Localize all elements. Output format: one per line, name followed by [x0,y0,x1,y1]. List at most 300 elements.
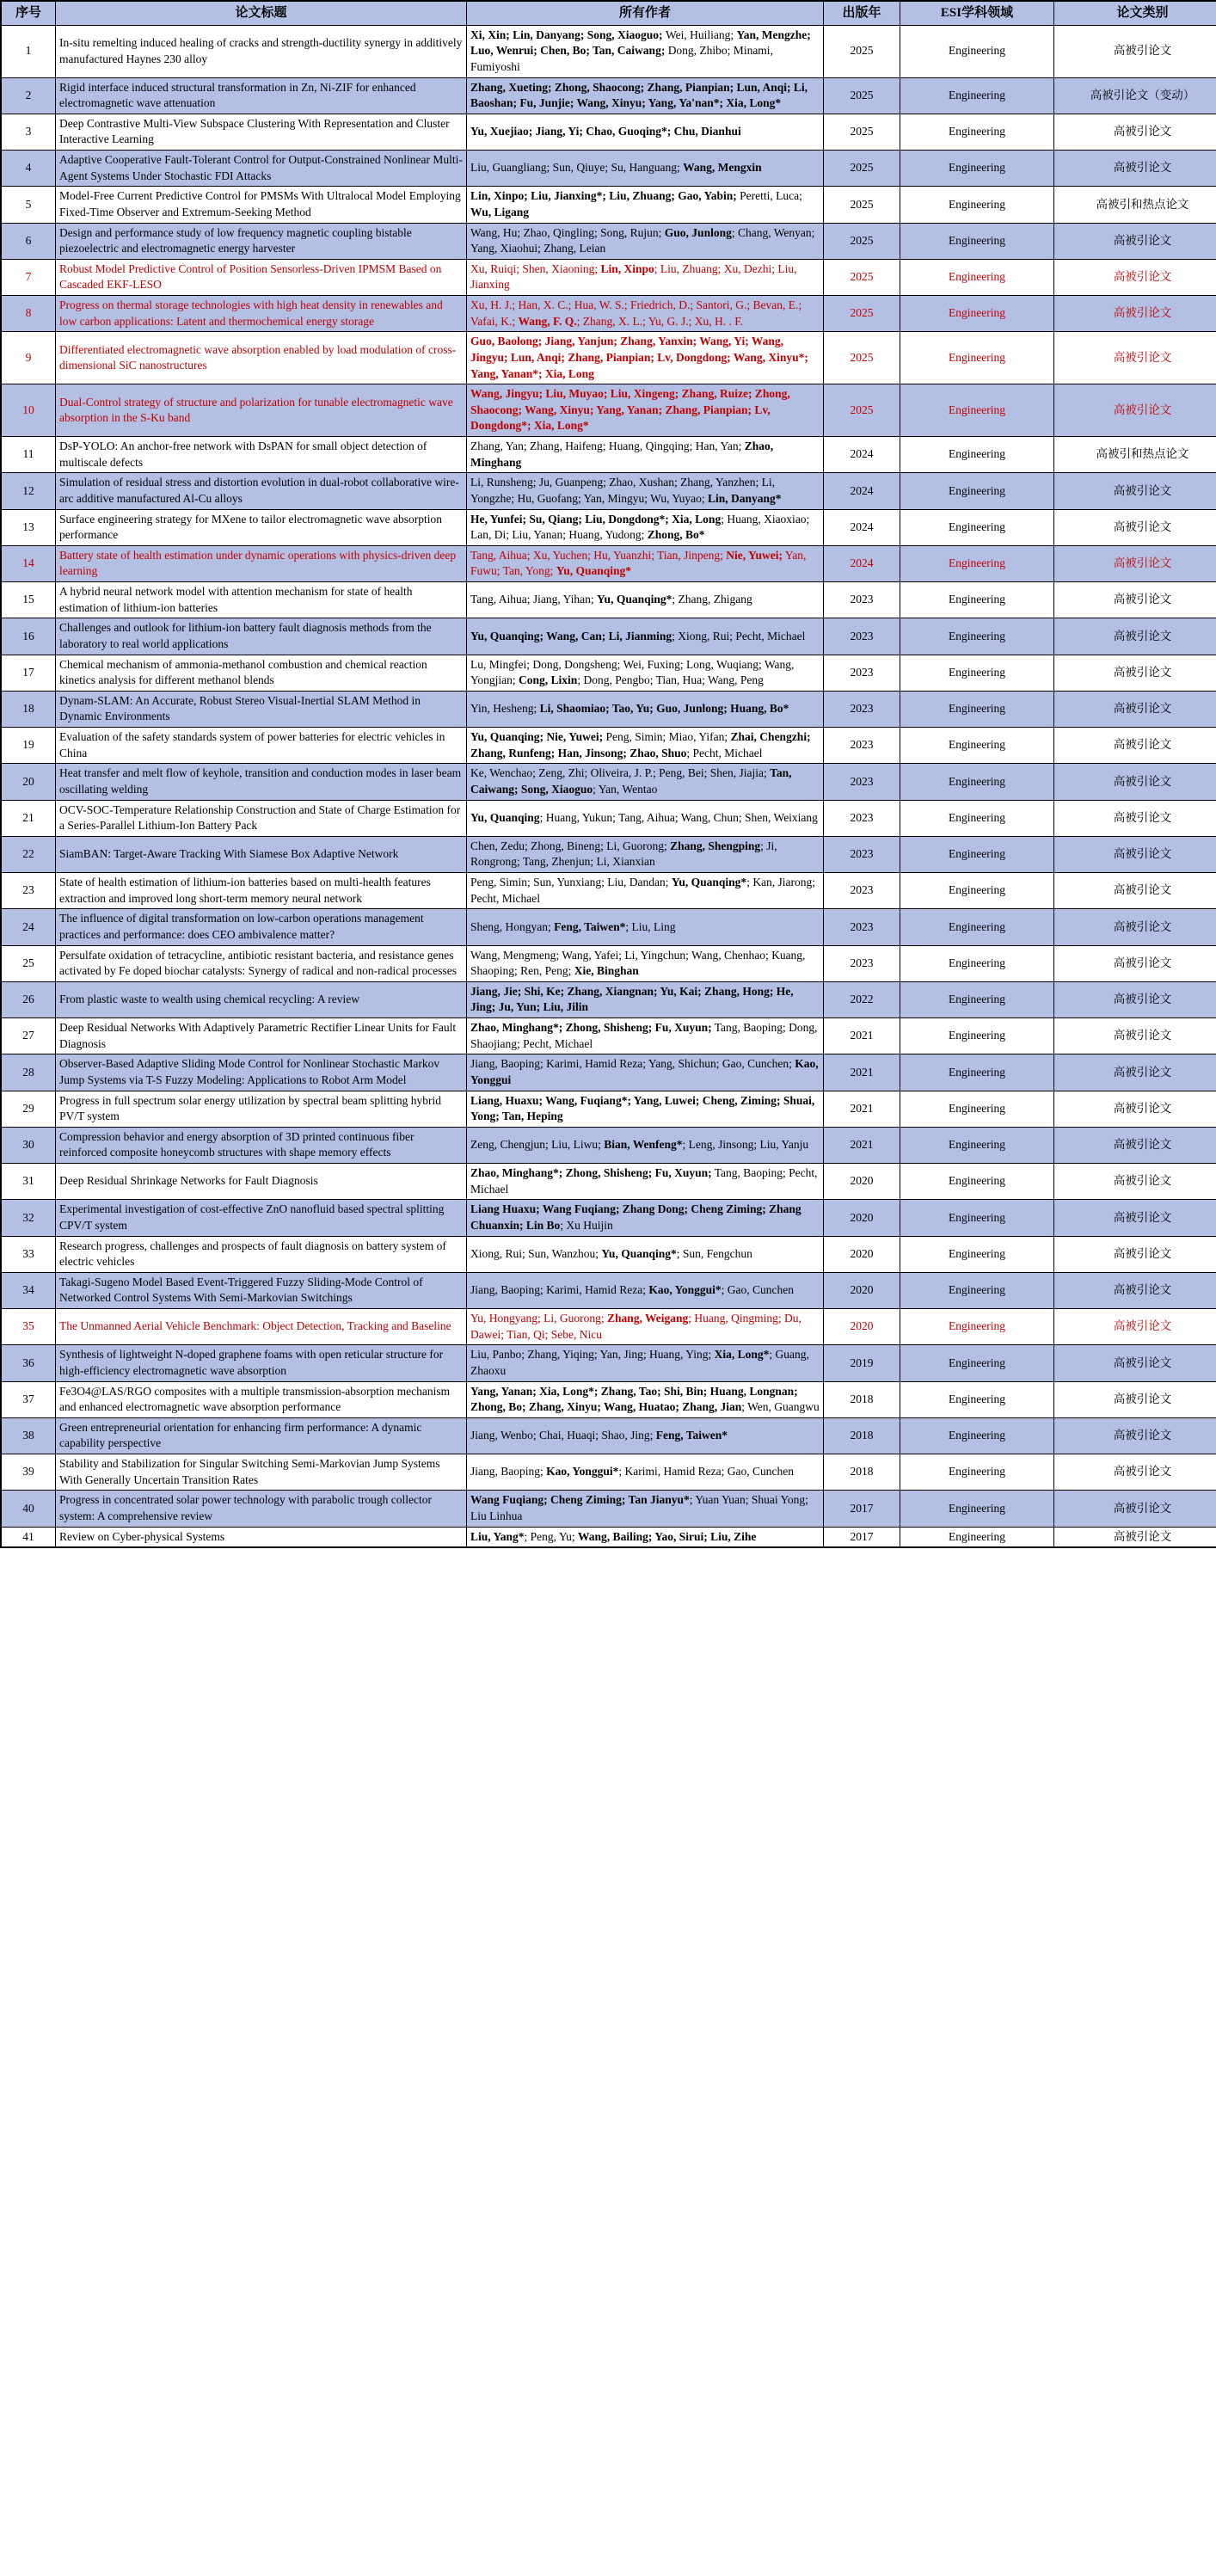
cell-paper-title: Fe3O4@LAS/RGO composites with a multiple transmission-absorption mechanism and enhanced electromagnetic wave absorption performance [56,1381,467,1417]
table-row [1,384,1216,437]
cell-paper-category: 高被引论文 [1054,764,1216,800]
cell-publication-year: 2021 [824,1091,900,1127]
cell-paper-title: Observer-Based Adaptive Sliding Mode Control for Nonlinear Stochastic Markov Jump Systems via T-S Fuzzy Modeling: Applications to Robot Arm Model [56,1054,467,1091]
cell-esi-field: Engineering [900,728,1054,764]
author-segment: Feng, Taiwen* [554,919,626,933]
cell-paper-category: 高被引论文 [1054,1018,1216,1054]
cell-serial-number: 12 [1,473,56,509]
table-row [1,728,1216,764]
table-row [1,764,1216,800]
cell-esi-field: Engineering [900,1381,1054,1417]
cell-serial-number: 21 [1,800,56,836]
cell-esi-field: Engineering [900,1091,1054,1127]
cell-esi-field: Engineering [900,114,1054,150]
author-segment: Xia, Long* [714,1348,770,1362]
cell-serial-number: 11 [1,437,56,473]
author-segment: Zhong, Bo* [647,528,705,542]
cell-paper-title: SiamBAN: Target-Aware Tracking With Siamese Box Adaptive Network [56,836,467,872]
cell-paper-category: 高被引论文 [1054,151,1216,187]
cell-authors [467,582,824,618]
cell-paper-title: Review on Cyber-physical Systems [56,1527,467,1547]
cell-authors [467,981,824,1017]
cell-serial-number: 34 [1,1272,56,1308]
cell-esi-field: Engineering [900,151,1054,187]
cell-paper-category: 高被引论文 [1054,1527,1216,1547]
cell-serial-number: 30 [1,1127,56,1163]
author-segment: Tang, Aihua; Jiang, Yihan; [470,593,598,606]
author-segment: Wang, Hu; Zhao, Qingling; Song, Rujun; [470,225,665,239]
table-row [1,1091,1216,1127]
author-segment: ; Liu, Ling [625,919,676,933]
cell-paper-title: Heat transfer and melt flow of keyhole, transition and conduction modes in laser beam oscillating welding [56,764,467,800]
table-row [1,1054,1216,1091]
cell-authors [467,25,824,77]
cell-publication-year: 2017 [824,1491,900,1527]
cell-paper-title: State of health estimation of lithium-ion batteries based on multi-health features extraction and improved long short-term memory neural network [56,873,467,909]
header-row [1,1,1216,25]
table-row [1,1164,1216,1200]
cell-authors [467,1091,824,1127]
table-row [1,1236,1216,1272]
table-row [1,545,1216,581]
author-segment: ; Peng, Yu; [524,1529,579,1543]
cell-authors [467,1527,824,1547]
cell-authors [467,1164,824,1200]
cell-esi-field: Engineering [900,1127,1054,1163]
cell-esi-field: Engineering [900,1236,1054,1272]
cell-esi-field: Engineering [900,25,1054,77]
cell-paper-category: 高被引论文 [1054,1309,1216,1345]
cell-esi-field: Engineering [900,1200,1054,1236]
cell-serial-number: 13 [1,509,56,545]
cell-paper-title: Progress in full spectrum solar energy utilization by spectral beam splitting hybrid PV/T system [56,1091,467,1127]
cell-paper-title: OCV-SOC-Temperature Relationship Construction and State of Charge Estimation for a Series-Parallel Lithium-Ion Battery Pack [56,800,467,836]
author-segment: Cong, Lixin [519,673,578,687]
cell-paper-title: Dual-Control strategy of structure and polarization for tunable electromagnetic wave absorption in the S-Ku band [56,384,467,437]
author-segment: Wu, Ligang [470,205,530,218]
cell-esi-field: Engineering [900,1345,1054,1381]
cell-authors [467,655,824,691]
table-row [1,981,1216,1017]
author-segment: ; Karimi, Hamid Reza; Gao, Cunchen [618,1465,794,1479]
author-segment: ; Ji, Rongrong; Tang, Zhenjun; Li, Xianxian [470,839,777,869]
cell-publication-year: 2023 [824,945,900,981]
author-segment: ; Leng, Jinsong; Liu, Yanju [682,1138,809,1152]
cell-authors [467,384,824,437]
cell-publication-year: 2023 [824,909,900,945]
cell-authors [467,1272,824,1308]
author-segment: Xiong, Rui; Sun, Wanzhou; [470,1246,602,1260]
cell-authors [467,1018,824,1054]
cell-serial-number: 14 [1,545,56,581]
cell-serial-number: 35 [1,1309,56,1345]
table-row [1,332,1216,384]
cell-serial-number: 25 [1,945,56,981]
cell-esi-field: Engineering [900,332,1054,384]
cell-paper-category: 高被引论文 [1054,728,1216,764]
cell-serial-number: 4 [1,151,56,187]
cell-publication-year: 2018 [824,1417,900,1454]
cell-serial-number: 41 [1,1527,56,1547]
cell-authors [467,728,824,764]
author-segment: Li, Runsheng; Ju, Guanpeng; Zhao, Xushan; Zhang, Yanzhen; Li, Yongzhe; Hu, Guofang; Yan, Mingyu; Wu, Yuyao; [470,476,775,505]
author-segment: ; Sun, Fengchun [676,1246,752,1260]
cell-publication-year: 2021 [824,1054,900,1091]
table-row [1,945,1216,981]
cell-paper-category: 高被引论文 [1054,223,1216,259]
cell-serial-number: 38 [1,1417,56,1454]
cell-publication-year: 2024 [824,509,900,545]
author-segment: Yu, Quanqing [470,810,540,824]
table-row [1,582,1216,618]
cell-paper-category: 高被引论文 [1054,332,1216,384]
cell-paper-title: Takagi-Sugeno Model Based Event-Triggered Fuzzy Sliding-Mode Control of Networked Control Systems With Semi-Markovian Switchings [56,1272,467,1308]
cell-publication-year: 2024 [824,545,900,581]
cell-esi-field: Engineering [900,800,1054,836]
cell-publication-year: 2020 [824,1309,900,1345]
cell-authors [467,1454,824,1491]
cell-paper-title: Evaluation of the safety standards system of power batteries for electric vehicles in China [56,728,467,764]
cell-authors [467,151,824,187]
author-segment: Xi, Xin; Lin, Danyang; Song, Xiaoguo; [470,28,666,41]
cell-publication-year: 2025 [824,77,900,114]
cell-authors [467,945,824,981]
table-row [1,1309,1216,1345]
author-segment: Guo, Baolong; Jiang, Yanjun; Zhang, Yanxin; Wang, Yi; Wang, Jingyu; Lun, Anqi; Zhang, Pianpian; Lv, Dongdong; Wang, Xinyu*; Yang, Yanan*; Xia, Long [470,335,808,380]
cell-publication-year: 2023 [824,836,900,872]
cell-publication-year: 2025 [824,223,900,259]
table-row [1,800,1216,836]
cell-paper-category: 高被引论文 [1054,873,1216,909]
cell-esi-field: Engineering [900,1272,1054,1308]
author-segment: Yu, Quanqing* [556,564,632,578]
cell-paper-category: 高被引论文 [1054,1272,1216,1308]
cell-publication-year: 2023 [824,691,900,727]
cell-esi-field: Engineering [900,1164,1054,1200]
cell-authors [467,1054,824,1091]
cell-paper-category: 高被引论文（变动） [1054,77,1216,114]
cell-publication-year: 2024 [824,473,900,509]
author-segment: Zhang, Xueting; Zhong, Shaocong; Zhang, Pianpian; Lun, Anqi; Li, Baoshan; Fu, Junjie; Wang, Xinyu; Yang, Ya'nan*; Xia, Long* [470,80,808,110]
cell-publication-year: 2025 [824,259,900,295]
table-row [1,437,1216,473]
cell-paper-category: 高被引论文 [1054,1454,1216,1491]
author-segment: Yan, Fuwu; Tan, Yong; [470,548,807,578]
cell-paper-category: 高被引论文 [1054,836,1216,872]
cell-paper-category: 高被引论文 [1054,1381,1216,1417]
cell-esi-field: Engineering [900,618,1054,655]
cell-esi-field: Engineering [900,473,1054,509]
author-segment: Yu, Quanqing* [671,876,747,889]
cell-paper-category: 高被引论文 [1054,114,1216,150]
cell-publication-year: 2021 [824,1127,900,1163]
cell-esi-field: Engineering [900,582,1054,618]
cell-paper-title: Challenges and outlook for lithium-ion battery fault diagnosis methods from the laboratory to real world applications [56,618,467,655]
author-segment: Peretti, Luca; [740,189,802,203]
cell-authors [467,1345,824,1381]
cell-paper-category: 高被引论文 [1054,384,1216,437]
table-row [1,873,1216,909]
cell-paper-title: Simulation of residual stress and distortion evolution in dual-robot collaborative wire-arc additive manufactured Al-Cu alloys [56,473,467,509]
cell-paper-category: 高被引论文 [1054,259,1216,295]
cell-publication-year: 2021 [824,1018,900,1054]
table-row [1,25,1216,77]
cell-paper-category: 高被引论文 [1054,582,1216,618]
author-segment: Wang, Jingyu; Liu, Muyao; Liu, Xingeng; Zhang, Ruize; Zhong, Shaocong; Wang, Xinyu; Yang, Yanan; Zhang, Pianpian; Lv, Dongdong*; Xia, Long* [470,387,790,433]
table-row [1,509,1216,545]
cell-paper-title: Stability and Stabilization for Singular Switching Semi-Markovian Jump Systems With Generally Uncertain Transition Rates [56,1454,467,1491]
author-segment: Yu, Hongyang; Li, Guorong; [470,1312,607,1325]
column-header-3: 出版年 [824,1,900,25]
cell-publication-year: 2025 [824,114,900,150]
table-row [1,1345,1216,1381]
author-segment: Bian, Wenfeng* [604,1138,683,1152]
cell-paper-title: Green entrepreneurial orientation for enhancing firm performance: A dynamic capability perspective [56,1417,467,1454]
cell-paper-title: Deep Contrastive Multi-View Subspace Clustering With Representation and Cluster Interactive Learning [56,114,467,150]
cell-publication-year: 2018 [824,1381,900,1417]
author-segment: Wang, Mengmeng; Wang, Yafei; Li, Yingchun; Wang, Chenhao; Kuang, Shaoping; Ren, Peng; [470,948,806,978]
table-row [1,1272,1216,1308]
cell-authors [467,1491,824,1527]
author-segment: Liang, Huaxu; Wang, Fuqiang*; Yang, Luwei; Cheng, Ziming; Shuai, Yong; Tan, Heping [470,1093,815,1123]
cell-esi-field: Engineering [900,945,1054,981]
cell-esi-field: Engineering [900,1491,1054,1527]
author-segment: Zhai, Chengzhi; Zhang, Runfeng; Han, Jinsong; Zhao, Shuo [470,730,811,759]
cell-paper-category: 高被引论文 [1054,909,1216,945]
cell-publication-year: 2023 [824,873,900,909]
cell-publication-year: 2023 [824,582,900,618]
author-segment: ; Guang, Zhaoxu [470,1348,809,1377]
author-segment: ; Zhang, X. L.; Yu, G. J.; Xu, H. . F. [576,314,744,328]
table-row [1,909,1216,945]
cell-serial-number: 1 [1,25,56,77]
cell-paper-title: Surface engineering strategy for MXene to tailor electromagnetic wave absorption performance [56,509,467,545]
author-segment: Lu, Mingfei; Dong, Dongsheng; Wei, Fuxing; Long, Wuqiang; Wang, Yongjian; [470,657,795,687]
cell-paper-title: Persulfate oxidation of tetracycline, antibiotic resistant bacteria, and resistance genes activated by Fe doped biochar catalysts: Synergy of radical and non-radical processes [56,945,467,981]
cell-esi-field: Engineering [900,509,1054,545]
cell-esi-field: Engineering [900,1018,1054,1054]
author-segment: Wang, F. Q. [518,314,577,328]
author-segment: Wei, Huiliang; [665,28,737,41]
cell-paper-category: 高被引论文 [1054,981,1216,1017]
table-row [1,1381,1216,1417]
cell-paper-title: Differentiated electromagnetic wave absorption enabled by load modulation of cross-dimensional SiC nanostructures [56,332,467,384]
cell-paper-title: Dynam-SLAM: An Accurate, Robust Stereo Visual-Inertial SLAM Method in Dynamic Environments [56,691,467,727]
cell-paper-title: Chemical mechanism of ammonia-methanol combustion and chemical reaction kinetics analysis for different methanol blends [56,655,467,691]
cell-authors [467,1236,824,1272]
cell-serial-number: 28 [1,1054,56,1091]
cell-paper-category: 高被引论文 [1054,800,1216,836]
cell-paper-category: 高被引论文 [1054,1236,1216,1272]
cell-esi-field: Engineering [900,691,1054,727]
cell-authors [467,691,824,727]
cell-paper-category: 高被引论文 [1054,1127,1216,1163]
cell-paper-category: 高被引论文 [1054,945,1216,981]
cell-serial-number: 8 [1,296,56,332]
cell-serial-number: 29 [1,1091,56,1127]
cell-serial-number: 18 [1,691,56,727]
cell-publication-year: 2020 [824,1236,900,1272]
cell-paper-title: Synthesis of lightweight N-doped graphene foams with open reticular structure for high-efficiency electromagnetic wave absorption [56,1345,467,1381]
cell-authors [467,1127,824,1163]
table-row [1,151,1216,187]
cell-paper-category: 高被引论文 [1054,1164,1216,1200]
cell-serial-number: 24 [1,909,56,945]
table-row [1,114,1216,150]
cell-authors [467,764,824,800]
cell-serial-number: 2 [1,77,56,114]
cell-esi-field: Engineering [900,259,1054,295]
table-row [1,296,1216,332]
table-row [1,1527,1216,1547]
table-row [1,473,1216,509]
author-segment: Zhang, Shengping [670,839,761,852]
cell-serial-number: 15 [1,582,56,618]
author-segment: Yu, Quanqing; Nie, Yuwei; [470,730,604,744]
cell-esi-field: Engineering [900,909,1054,945]
cell-authors [467,509,824,545]
author-segment: ; Xiong, Rui; Pecht, Michael [672,629,806,642]
cell-authors [467,836,824,872]
cell-serial-number: 9 [1,332,56,384]
cell-authors [467,909,824,945]
cell-authors [467,800,824,836]
cell-publication-year: 2025 [824,151,900,187]
author-segment: Liu, Panbo; Zhang, Yiqing; Yan, Jing; Huang, Ying; [470,1348,715,1362]
cell-publication-year: 2023 [824,655,900,691]
table-row [1,1018,1216,1054]
author-segment: Tang, Baoping; Dong, Shaojiang; Pecht, Michael [470,1021,818,1050]
author-segment: Jiang, Baoping; Karimi, Hamid Reza; [470,1283,649,1297]
table-header [1,1,1216,25]
cell-paper-title: Battery state of health estimation under dynamic operations with physics-driven deep learning [56,545,467,581]
cell-publication-year: 2023 [824,728,900,764]
author-segment: ; Xu Huijin [560,1218,613,1232]
cell-authors [467,259,824,295]
cell-paper-category: 高被引论文 [1054,1345,1216,1381]
cell-publication-year: 2018 [824,1454,900,1491]
cell-authors [467,473,824,509]
cell-serial-number: 26 [1,981,56,1017]
author-segment: Yu, Quanqing* [597,593,672,606]
table-row [1,1454,1216,1491]
cell-authors [467,1417,824,1454]
cell-publication-year: 2023 [824,800,900,836]
cell-publication-year: 2020 [824,1164,900,1200]
cell-authors [467,296,824,332]
author-segment: Tan, Caiwang; Song, Xiaoguo [470,766,792,796]
cell-paper-title: Deep Residual Networks With Adaptively Parametric Rectifier Linear Units for Fault Diagnosis [56,1018,467,1054]
author-segment: Tang, Baoping; Pecht, Michael [470,1166,818,1196]
author-segment: Peng, Simin; Sun, Yunxiang; Liu, Dandan; [470,876,672,889]
cell-esi-field: Engineering [900,1454,1054,1491]
author-segment: Liang Huaxu; Wang Fuqiang; Zhang Dong; Cheng Ziming; Zhang Chuanxin; Lin Bo [470,1202,801,1232]
cell-authors [467,873,824,909]
cell-esi-field: Engineering [900,981,1054,1017]
cell-paper-title: Compression behavior and energy absorption of 3D printed continuous fiber reinforced composite honeycomb structures with shape memory effects [56,1127,467,1163]
cell-esi-field: Engineering [900,1417,1054,1454]
author-segment: Jiang, Baoping; [470,1465,547,1479]
cell-paper-title: Progress in concentrated solar power technology with parabolic trough collector system: A comprehensive review [56,1491,467,1527]
cell-authors [467,114,824,150]
cell-esi-field: Engineering [900,437,1054,473]
cell-paper-category: 高被引论文 [1054,655,1216,691]
author-segment: He, Yunfei; Su, Qiang; Liu, Dongdong*; Xia, Long [470,512,722,526]
column-header-5: 论文类别 [1054,1,1216,25]
cell-serial-number: 37 [1,1381,56,1417]
author-segment: Liu, Guangliang; Sun, Qiuye; Su, Hanguang; [470,161,684,175]
author-segment: Yan, Mengzhe; Luo, Wenrui; Chen, Bo; Tan, Caiwang; [470,28,811,58]
author-segment: ; Yan, Wentao [593,782,658,796]
table-row [1,618,1216,655]
author-segment: ; Dong, Pengbo; Tian, Hua; Wang, Peng [577,673,764,687]
cell-publication-year: 2025 [824,296,900,332]
table-row [1,655,1216,691]
cell-serial-number: 33 [1,1236,56,1272]
cell-esi-field: Engineering [900,384,1054,437]
cell-publication-year: 2023 [824,764,900,800]
author-segment: Zhang, Weigang [607,1312,689,1325]
author-segment: ; Liu, Zhuang; Xu, Dezhi; Liu, Jianxing [470,261,797,292]
author-segment: Xu, H. J.; Han, X. C.; Hua, W. S.; Friedrich, D.; Santori, G.; Bevan, E.; Vafai, K.; [470,298,802,328]
author-segment: ; Yuan Yuan; Shuai Yong; Liu Linhua [470,1493,808,1522]
cell-publication-year: 2024 [824,437,900,473]
cell-paper-title: DsP-YOLO: An anchor-free network with DsPAN for small object detection of multiscale defects [56,437,467,473]
cell-esi-field: Engineering [900,1309,1054,1345]
cell-paper-category: 高被引论文 [1054,296,1216,332]
author-segment: Wang Fuqiang; Cheng Ziming; Tan Jianyu* [470,1493,690,1507]
author-segment: Feng, Taiwen* [655,1429,728,1442]
cell-paper-title: Rigid interface induced structural transformation in Zn, Ni-ZIF for enhanced electromagnetic wave attenuation [56,77,467,114]
cell-paper-category: 高被引论文 [1054,618,1216,655]
table-row [1,1417,1216,1454]
author-segment: Lin, Danyang* [707,491,782,505]
cell-serial-number: 10 [1,384,56,437]
cell-serial-number: 31 [1,1164,56,1200]
cell-esi-field: Engineering [900,77,1054,114]
cell-paper-title: Adaptive Cooperative Fault-Tolerant Control for Output-Constrained Nonlinear Multi-Agent Systems Under Stochastic FDI Attacks [56,151,467,187]
cell-paper-title: Research progress, challenges and prospects of fault diagnosis on battery system of electric vehicles [56,1236,467,1272]
author-segment: Yu, Quanqing; Wang, Can; Li, Jianming [470,629,672,642]
table-row [1,691,1216,727]
cell-publication-year: 2020 [824,1272,900,1308]
cell-esi-field: Engineering [900,296,1054,332]
author-segment: ; Huang, Yukun; Tang, Aihua; Wang, Chun; Shen, Weixiang [539,810,818,824]
table-row [1,836,1216,872]
cell-serial-number: 22 [1,836,56,872]
author-segment: Liu, Yang* [470,1529,525,1543]
cell-authors [467,223,824,259]
author-segment: Peng, Simin; Miao, Yifan; [603,730,731,744]
author-segment: Zeng, Chengjun; Liu, Liwu; [470,1138,605,1152]
column-header-0: 序号 [1,1,56,25]
cell-authors [467,437,824,473]
cell-authors [467,1200,824,1236]
cell-esi-field: Engineering [900,223,1054,259]
cell-paper-title: Robust Model Predictive Control of Position Sensorless-Driven IPMSM Based on Cascaded EKF-LESO [56,259,467,295]
author-segment: Nie, Yuwei; [726,548,783,562]
cell-serial-number: 23 [1,873,56,909]
author-segment: Jiang, Jie; Shi, Ke; Zhang, Xiangnan; Yu, Kai; Zhang, Hong; He, Jing; Ju, Yun; Liu, Jilin [470,984,794,1014]
cell-authors [467,618,824,655]
cell-esi-field: Engineering [900,1527,1054,1547]
cell-serial-number: 36 [1,1345,56,1381]
cell-paper-title: Experimental investigation of cost-effective ZnO nanofluid based spectral splitting CPV/T system [56,1200,467,1236]
cell-serial-number: 19 [1,728,56,764]
cell-esi-field: Engineering [900,764,1054,800]
cell-paper-category: 高被引论文 [1054,25,1216,77]
author-segment: Sheng, Hongyan; [470,919,555,933]
